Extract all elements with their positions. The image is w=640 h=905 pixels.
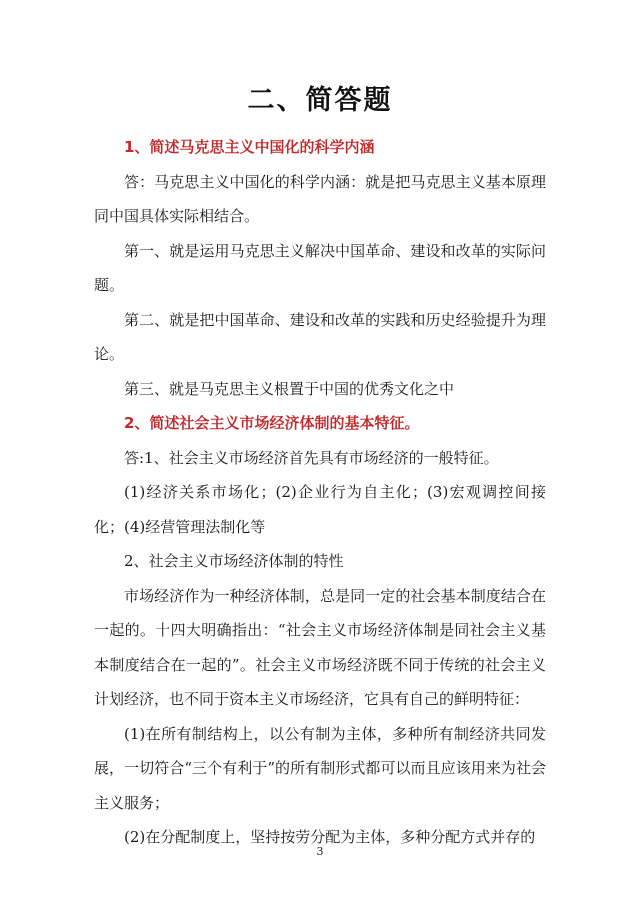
paragraph: 市场经济作为一种经济体制，总是同一定的社会基本制度结合在一起的。十四大明确指出：“社会主义市场经济体制是同社会主义基本制度结合在一起的”。社会主义市场经济既不同于传统的社会主义计划经济，也不同于资本主义市场经济，它具有自己的鲜明特征： [94, 586, 546, 708]
paragraph: 第三、就是马克思主义根置于中国的优秀文化之中 [124, 379, 455, 398]
paragraph: 答：马克思主义中国化的科学内涵：就是把马克思主义基本原理同中国具体实际相结合。 [94, 172, 546, 225]
paragraph: (1)经济关系市场化；(2)企业行为自主化；(3)宏观调控间接化；(4)经营管理法制化等 [94, 483, 546, 536]
document-body [94, 130, 546, 855]
paragraph: (2)在分配制度上，坚持按劳分配为主体，多种分配方式并存的 [124, 828, 536, 846]
page-number: 3 [316, 845, 324, 858]
paragraph: (1)在所有制结构上，以公有制为主体，多种所有制经济共同发展，一切符合“三个有利于”的所有制形式都可以而且应该用来为社会主义服务； [94, 724, 546, 812]
paragraph: 2、社会主义市场经济体制的特性 [124, 552, 344, 570]
page-title: 二、简答题 [247, 85, 393, 116]
paragraph: 第二、就是把中国革命、建设和改革的实践和历史经验提升为理论。 [94, 310, 546, 363]
paragraph: 第一、就是运用马克思主义解决中国革命、建设和改革的实际问题。 [94, 241, 546, 294]
section-heading: 1、简述马克思主义中国化的科学内涵 [124, 138, 375, 156]
paragraph: 答:1、社会主义市场经济首先具有市场经济的一般特征。 [124, 448, 499, 467]
section-heading: 2、简述社会主义市场经济体制的基本特征。 [124, 414, 420, 432]
